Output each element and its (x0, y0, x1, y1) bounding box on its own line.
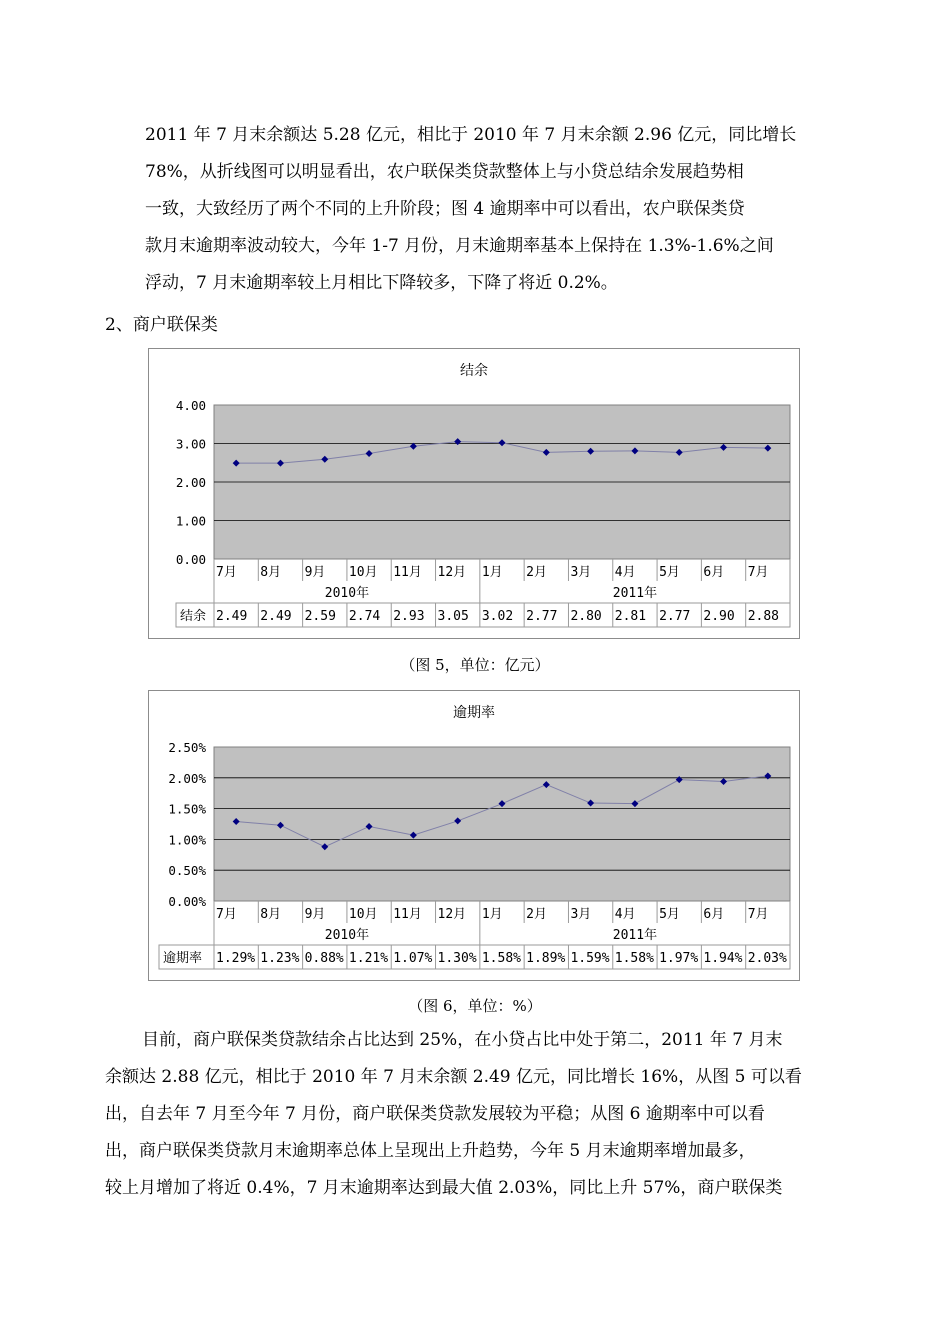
category-label: 9月 (304, 565, 326, 580)
y-tick-label: 4.00 (175, 398, 206, 413)
category-label: 3月 (570, 565, 592, 580)
year-group-label: 2011年 (612, 586, 658, 601)
table-value: 2.74 (348, 609, 381, 624)
table-value: 1.97% (659, 951, 699, 966)
table-value: 1.94% (703, 951, 743, 966)
table-value: 2.93 (393, 609, 425, 624)
table-value: 2.81 (614, 609, 647, 624)
category-label: 6月 (703, 565, 725, 580)
paragraph-2-line: 较上月增加了将近 0.4%，7 月末逾期率达到最大值 2.03%，同比上升 57%，商户联保类 (105, 1178, 783, 1198)
table-value: 1.29% (216, 951, 256, 966)
paragraph-1-line: 78%，从折线图可以明显看出，农户联保类贷款整体上与小贷总结余发展趋势相 (145, 162, 744, 182)
category-label: 5月 (659, 907, 680, 922)
y-tick-label: 1.00% (168, 832, 206, 848)
table-value: 1.30% (437, 951, 477, 966)
y-tick-label: 0.00% (168, 894, 206, 909)
chart-title: 结余 (460, 363, 488, 379)
paragraph-1-line: 一致，大致经历了两个不同的上升阶段；图 4 逾期率中可以看出，农户联保类贷 (145, 199, 745, 219)
paragraph-2-line: 出，自去年 7 月至今年 7 月份，商户联保类贷款发展较为平稳；从图 6 逾期率中可以看 (105, 1104, 765, 1124)
category-label: 12月 (437, 565, 467, 580)
table-value: 2.49 (260, 609, 292, 624)
table-value: 1.89% (526, 951, 566, 966)
category-label: 10月 (348, 907, 378, 922)
paragraph-1 (145, 117, 810, 302)
table-value: 0.88% (304, 951, 344, 966)
year-group-label: 2010年 (324, 928, 370, 943)
category-label: 7月 (747, 907, 769, 922)
table-value: 2.90 (703, 609, 735, 624)
category-label: 7月 (747, 565, 769, 580)
category-label: 6月 (703, 907, 725, 922)
table-value: 2.49 (216, 609, 248, 624)
category-label: 7月 (216, 565, 237, 580)
table-value: 1.23% (260, 951, 300, 966)
y-tick-label: 1.50% (168, 801, 206, 817)
paragraph-2 (105, 1022, 810, 1207)
category-label: 1月 (481, 907, 503, 922)
table-value: 3.05 (437, 609, 469, 624)
y-tick-label: 2.50% (168, 740, 206, 755)
paragraph-1-line: 2011 年 7 月末余额达 5.28 亿元，相比于 2010 年 7 月末余额 2.96 亿元，同比增长 (145, 125, 797, 145)
chart-balance (148, 348, 800, 639)
chart-title: 逾期率 (453, 705, 495, 721)
figure-5-caption: （图 5，单位：亿元） (400, 656, 550, 674)
table-value: 1.58% (614, 951, 654, 966)
table-value: 3.02 (481, 609, 514, 624)
category-label: 1月 (481, 565, 503, 580)
table-value: 1.58% (481, 951, 521, 966)
category-label: 2月 (526, 565, 547, 580)
y-tick-label: 2.00 (175, 475, 206, 490)
table-value: 1.59% (570, 951, 610, 966)
category-label: 12月 (437, 907, 467, 922)
category-label: 4月 (614, 565, 636, 580)
figure-6-caption: （图 6，单位：%） (408, 997, 542, 1015)
category-label: 8月 (260, 907, 282, 922)
y-tick-label: 2.00% (168, 770, 206, 786)
year-group-label: 2010年 (324, 586, 370, 601)
category-label: 8月 (260, 565, 282, 580)
paragraph-2-line: 出，商户联保类贷款月末逾期率总体上呈现出上升趋势，今年 5 月末逾期率增加最多， (105, 1141, 756, 1161)
chart-balance-svg (149, 349, 799, 638)
table-series-name: 结余 (180, 609, 207, 624)
table-value: 2.80 (570, 609, 602, 624)
y-tick-label: 1.00 (175, 513, 206, 529)
category-label: 2月 (526, 907, 547, 922)
category-label: 5月 (659, 565, 680, 580)
y-tick-label: 0.00 (175, 552, 206, 567)
category-label: 11月 (393, 565, 422, 580)
chart-overdue-rate (148, 690, 800, 981)
table-value: 2.77 (659, 609, 691, 624)
table-value: 2.03% (747, 951, 787, 966)
table-value: 1.21% (348, 951, 389, 966)
table-value: 2.59 (304, 609, 336, 624)
category-label: 7月 (216, 907, 237, 922)
year-group-label: 2011年 (612, 928, 658, 943)
paragraph-2-line: 目前，商户联保类贷款结余占比达到 25%，在小贷占比中处于第二，2011 年 7 月末 (142, 1030, 783, 1050)
table-value: 2.88 (747, 609, 780, 624)
section-heading: 2、商户联保类 (105, 315, 218, 335)
category-label: 9月 (304, 907, 326, 922)
y-tick-label: 3.00 (175, 436, 206, 452)
category-label: 4月 (614, 907, 636, 922)
paragraph-2-line: 余额达 2.88 亿元，相比于 2010 年 7 月末余额 2.49 亿元，同比增长 16%，从图 5 可以看 (105, 1067, 802, 1087)
category-label: 10月 (348, 565, 378, 580)
plot-area (214, 747, 790, 901)
table-value: 2.77 (526, 609, 558, 624)
category-label: 11月 (393, 907, 422, 922)
chart-overdue-rate-svg (149, 691, 799, 980)
table-value: 1.07% (393, 951, 433, 966)
table-series-name: 逾期率 (163, 951, 203, 966)
y-tick-label: 0.50% (168, 863, 206, 879)
category-label: 3月 (570, 907, 592, 922)
paragraph-1-line: 浮动，7 月末逾期率较上月相比下降较多，下降了将近 0.2%。 (145, 273, 618, 293)
paragraph-1-line: 款月末逾期率波动较大，今年 1-7 月份，月末逾期率基本上保持在 1.3%-1.6%之间 (145, 236, 774, 256)
